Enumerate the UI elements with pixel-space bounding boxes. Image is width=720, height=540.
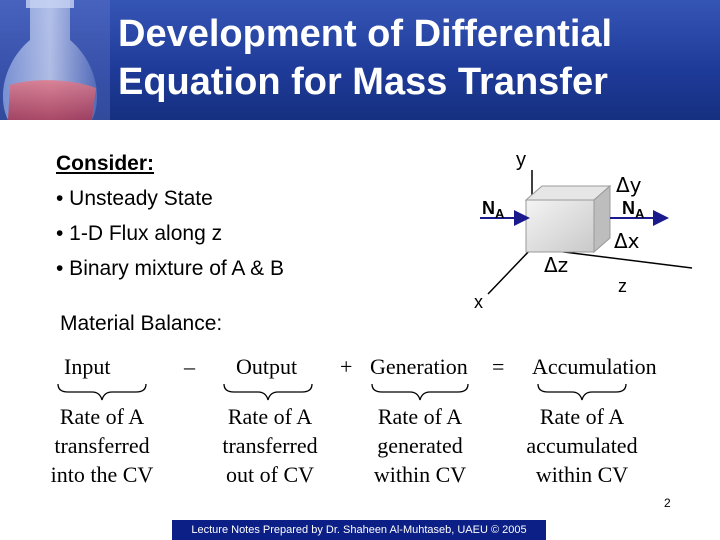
- title-line-2: Equation for Mass Transfer: [118, 61, 608, 103]
- x-label: x: [474, 292, 483, 312]
- na-in-main: N: [482, 198, 495, 218]
- consider-block: [56, 146, 284, 286]
- consider-heading: Consider:: [56, 152, 155, 175]
- eq-output: Output: [236, 354, 298, 379]
- desc-line: accumulated: [526, 433, 638, 458]
- flask-icon: [0, 0, 110, 120]
- underbraces: [0, 380, 720, 404]
- desc-line: within CV: [535, 462, 629, 487]
- x-axis-line: [488, 248, 532, 294]
- desc-output: [210, 402, 330, 489]
- dz-label: Δz: [544, 253, 569, 277]
- material-balance-label: Material Balance:: [60, 312, 223, 335]
- page-number: 2: [664, 496, 671, 510]
- bullet-item: • Binary mixture of A & B: [56, 257, 284, 280]
- desc-line: Rate of A: [59, 404, 145, 429]
- footer-bar: Lecture Notes Prepared by Dr. Shaheen Al-Muhtaseb, UAEU © 2005: [172, 520, 546, 540]
- z-label: z: [618, 276, 627, 296]
- control-volume-diagram: [460, 148, 700, 318]
- y-label: y: [516, 149, 526, 171]
- eq-accumulation: Accumulation: [532, 354, 657, 379]
- underbrace-generation: [372, 384, 468, 400]
- desc-line: out of CV: [226, 462, 314, 487]
- eq-input: Input: [64, 354, 111, 379]
- na-out-sub: A: [635, 206, 645, 221]
- desc-line: generated: [377, 433, 463, 458]
- desc-line: Rate of A: [227, 404, 313, 429]
- header-banner: [0, 0, 720, 120]
- bullet-item: • Unsteady State: [56, 187, 213, 210]
- bullet-item: • 1-D Flux along z: [56, 222, 223, 245]
- eq-plus: +: [340, 354, 353, 379]
- na-in-sub: A: [495, 206, 505, 221]
- eq-equals: =: [492, 354, 505, 379]
- desc-line: Rate of A: [539, 404, 625, 429]
- underbrace-accumulation: [538, 384, 626, 400]
- underbrace-input: [58, 384, 146, 400]
- eq-minus: –: [184, 354, 195, 379]
- desc-line: Rate of A: [377, 404, 463, 429]
- na-out-main: N: [622, 198, 635, 218]
- eq-generation: Generation: [370, 354, 468, 379]
- desc-generation: [360, 402, 480, 489]
- desc-line: into the CV: [50, 462, 154, 487]
- desc-accumulation: [514, 402, 650, 489]
- slide-title: [118, 10, 718, 106]
- na-out-label: [622, 198, 645, 221]
- desc-line: transferred: [54, 433, 150, 458]
- dy-label: Δy: [616, 173, 642, 197]
- dx-label: Δx: [614, 229, 640, 253]
- title-line-1: Development of Differential: [118, 13, 613, 55]
- desc-input: [42, 402, 162, 489]
- underbrace-output: [224, 384, 312, 400]
- desc-line: transferred: [222, 433, 318, 458]
- cube-front: [526, 200, 594, 252]
- na-in-label: [482, 198, 505, 221]
- desc-line: within CV: [373, 462, 467, 487]
